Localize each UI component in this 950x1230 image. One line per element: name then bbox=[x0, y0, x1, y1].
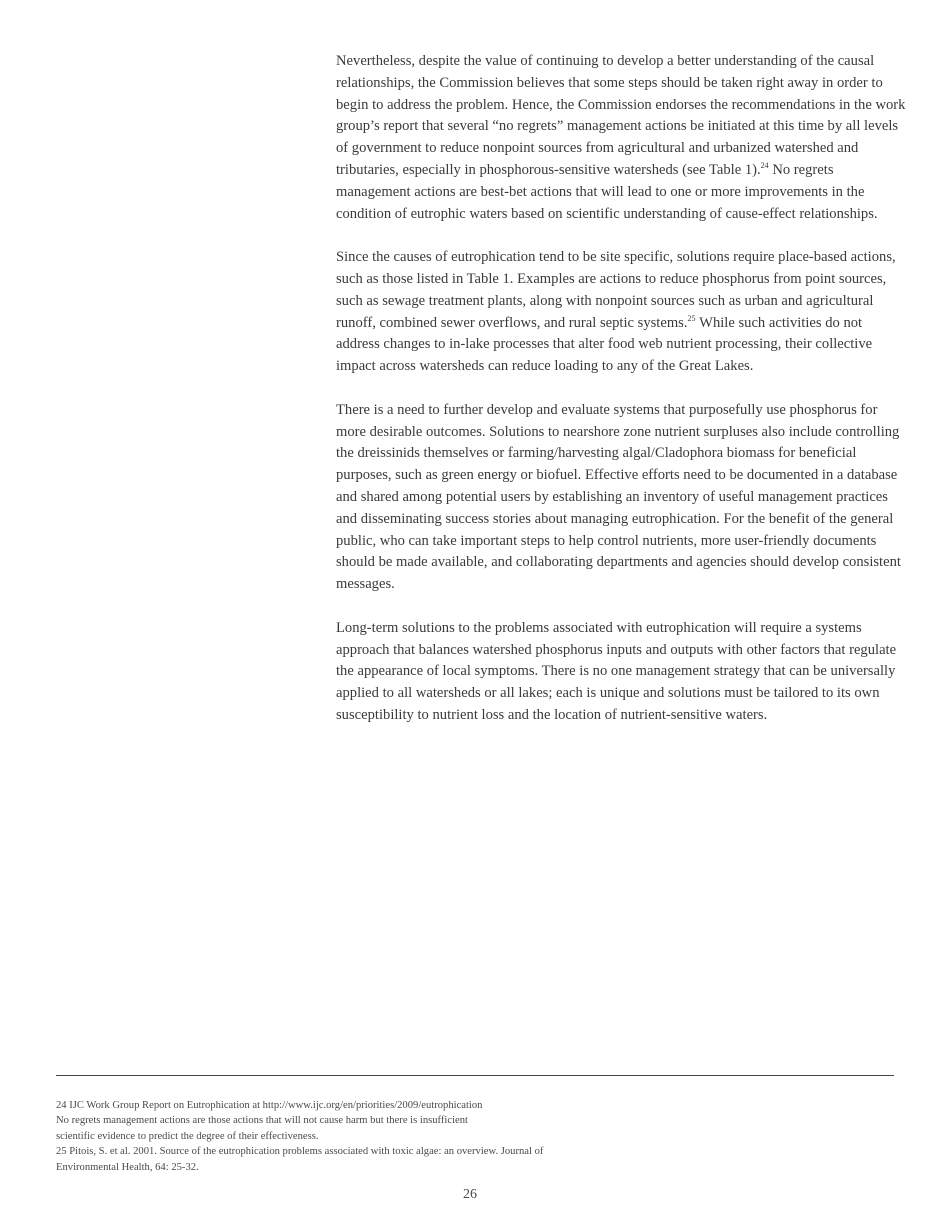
footnote-24-continued: No regrets management actions are those actions that will not cause harm but there is insufficient bbox=[56, 1115, 468, 1127]
paragraph-text: Since the causes of eutrophication tend to be site specific, solutions require place-based actions, such as those listed in Table 1. Examples are actions to reduce phosphorus from point sources, such as sewage treatment plants, along with nonpoint sources such as urban and agricultural runoff, combined sewer overflows, and rural septic systems. bbox=[336, 249, 896, 331]
footnote-24-continued: scientific evidence to predict the degree of their effectiveness. bbox=[56, 1130, 319, 1142]
paragraph-long-term-solutions: Long-term solutions to the problems associated with eutrophication will require a systems approach that balances watershed phosphorus inputs and outputs with other factors that regulate the appearance of local symptoms. There is no one management strategy that can be universally applied to all watersheds or all lakes; each is unique and solutions must be tailored to its own susceptibility to nutrient loss and the location of nutrient-sensitive waters. bbox=[336, 619, 897, 723]
footnotes bbox=[56, 1098, 656, 1175]
footnote-24: 24 IJC Work Group Report on Eutrophication at http://www.ijc.org/en/priorities/2009/eutrophication bbox=[56, 1100, 483, 1111]
footnote-25: 25 Pitois, S. et al. 2001. Source of the eutrophication problems associated with toxic algae: an overview. Journal of bbox=[56, 1146, 544, 1158]
footnote-divider bbox=[56, 1075, 894, 1076]
paragraph-site-specific-causes bbox=[336, 247, 906, 378]
paragraph-phosphorus-systems: There is a need to further develop and evaluate systems that purposefully use phosphorus for more desirable outcomes. Solutions to nearshore zone nutrient surpluses also include controlling the dreissinids themselves or farming/harvesting algal/Cladophora biomass for beneficial purposes, such as green energy or biofuel. Effective efforts need to be documented in a database and shared among potential users by establishing an inventory of useful management practices and disseminating success stories about managing eutrophication. For the benefit of the general public, who can take important steps to help control nutrients, more user-friendly documents should be made available, and collaborating departments and agencies should develop consistent messages. bbox=[336, 401, 901, 593]
paragraph-no-regrets-actions bbox=[336, 51, 906, 225]
footnote-ref-25: 25 bbox=[687, 313, 696, 323]
main-text-column bbox=[336, 51, 906, 749]
paragraph-text: Nevertheless, despite the value of continuing to develop a better understanding of the causal relationships, the Commission believes that some steps should be taken right away in order to begin to address the problem. Hence, the Commission endorses the recommendations in the work group’s report that several “no regrets” management actions be initiated at this time by all levels of government to reduce nonpoint sources from agricultural and urbanized watershed and tributaries, especially in phosphorous-sensitive watersheds (see Table 1). bbox=[336, 53, 906, 178]
page-number: 26 bbox=[463, 1187, 477, 1202]
paragraph-text-continued: While such activities do not address changes to in-lake processes that alter food web nutrient processing, their collective impact across watersheds can reduce loading to any of the Great Lakes. bbox=[336, 314, 873, 375]
footnote-ref-24: 24 bbox=[760, 160, 769, 170]
footnote-25-continued: Environmental Health, 64: 25-32. bbox=[56, 1161, 199, 1173]
paragraph-text-continued: No regrets management actions are best-bet actions that will lead to one or more improvements in the condition of eutrophic waters based on scientific understanding of cause-effect relationships. bbox=[336, 161, 878, 222]
